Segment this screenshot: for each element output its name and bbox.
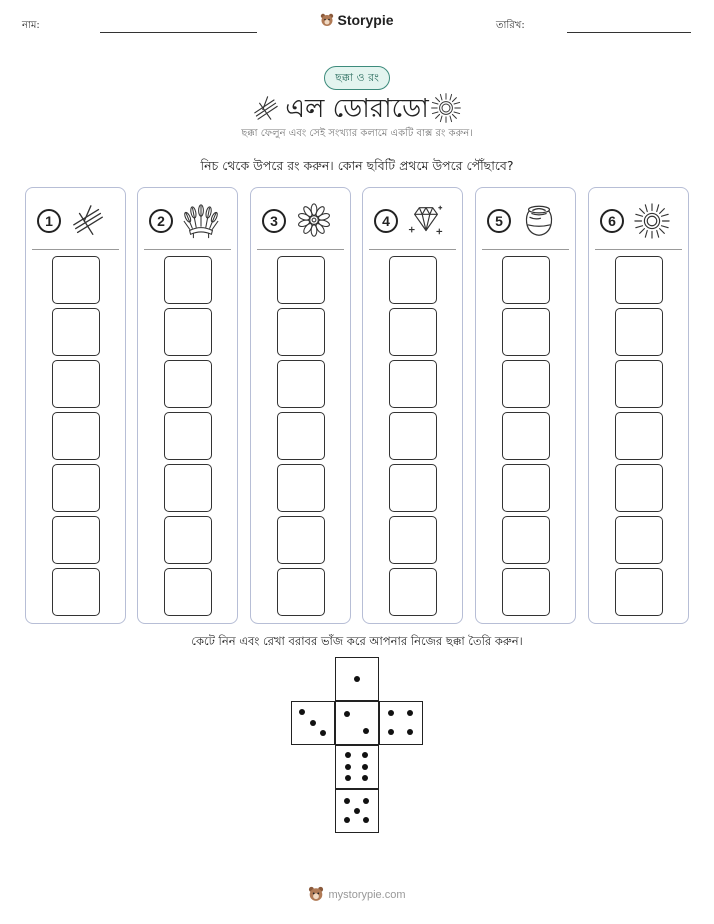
die-pip (362, 764, 368, 770)
color-box[interactable] (389, 308, 437, 356)
color-box[interactable] (615, 360, 663, 408)
color-box[interactable] (52, 464, 100, 512)
headdress-icon (181, 202, 221, 240)
color-box[interactable] (52, 568, 100, 616)
column-header (35, 202, 119, 238)
color-box[interactable] (502, 412, 550, 460)
date-line[interactable] (567, 32, 691, 33)
color-box[interactable] (52, 516, 100, 564)
sun-icon (430, 92, 462, 124)
color-box[interactable] (389, 464, 437, 512)
page-title: এল ডোরাডো (285, 94, 429, 124)
column-divider (257, 249, 344, 250)
color-box[interactable] (615, 464, 663, 512)
die-pip (354, 676, 360, 682)
color-box[interactable] (164, 308, 212, 356)
die-pip (299, 709, 305, 715)
subtitle: ছক্কা ফেলুন এবং সেই সংখ্যার কলামে একটি বাক্স রং করুন। (241, 128, 473, 139)
column-number: 2 (149, 209, 173, 233)
color-box[interactable] (277, 412, 325, 460)
name-label: নাম: (22, 20, 40, 31)
column-number: 5 (487, 209, 511, 233)
column-number: 4 (374, 209, 398, 233)
die-pip (363, 817, 369, 823)
column-header (485, 202, 569, 238)
bear-logo-icon (320, 13, 334, 27)
die-pip (344, 817, 350, 823)
raft-icon (69, 202, 109, 240)
instruction: নিচ থেকে উপরে রং করুন। কোন ছবিটি প্রথমে উপরে পৌঁছাবে? (200, 158, 514, 173)
color-box[interactable] (277, 464, 325, 512)
flower-icon (294, 202, 334, 240)
column-header (147, 202, 231, 238)
column-5 (475, 187, 576, 624)
color-box[interactable] (277, 256, 325, 304)
die-pip (345, 775, 351, 781)
die-face-3 (291, 701, 335, 745)
column-number: 6 (600, 209, 624, 233)
column-6 (588, 187, 689, 624)
die-face-5 (335, 789, 379, 833)
color-box[interactable] (615, 308, 663, 356)
color-box[interactable] (52, 412, 100, 460)
game-badge: ছক্কা ও রং (324, 66, 390, 90)
color-box[interactable] (164, 568, 212, 616)
color-box[interactable] (615, 412, 663, 460)
color-box[interactable] (164, 412, 212, 460)
color-box[interactable] (389, 516, 437, 564)
die-pip (344, 711, 350, 717)
column-2 (137, 187, 238, 624)
color-box[interactable] (164, 360, 212, 408)
color-box[interactable] (389, 360, 437, 408)
color-box[interactable] (502, 360, 550, 408)
column-header (598, 202, 682, 238)
color-box[interactable] (389, 412, 437, 460)
footer-url: mystorypie.com (328, 889, 406, 901)
column-4 (362, 187, 463, 624)
name-line[interactable] (100, 32, 257, 33)
column-divider (144, 249, 231, 250)
column-1 (25, 187, 126, 624)
color-box[interactable] (277, 308, 325, 356)
color-box[interactable] (164, 464, 212, 512)
die-pip (345, 752, 351, 758)
die-pip (310, 720, 316, 726)
die-pip (362, 752, 368, 758)
column-divider (482, 249, 569, 250)
column-number: 1 (37, 209, 61, 233)
column-divider (595, 249, 682, 250)
color-box[interactable] (277, 568, 325, 616)
die-face-6 (335, 745, 379, 789)
die-pip (388, 710, 394, 716)
column-divider (32, 249, 119, 250)
die-face-1 (335, 657, 379, 701)
color-box[interactable] (615, 256, 663, 304)
color-box[interactable] (164, 256, 212, 304)
color-box[interactable] (502, 568, 550, 616)
column-number: 3 (262, 209, 286, 233)
brand-logo (0, 12, 714, 28)
die-pip (320, 730, 326, 736)
die-pip (407, 710, 413, 716)
color-box[interactable] (502, 516, 550, 564)
color-box[interactable] (277, 360, 325, 408)
cut-instruction: কেটে নিন এবং রেখা বরাবর ভাঁজ করে আপনার নিজের ছক্কা তৈরি করুন। (191, 634, 523, 648)
diamond-icon (406, 202, 446, 240)
die-pip (363, 798, 369, 804)
color-box[interactable] (52, 360, 100, 408)
color-box[interactable] (164, 516, 212, 564)
die-pip (354, 808, 360, 814)
pot-icon (519, 202, 559, 240)
date-label: তারিখ: (496, 20, 525, 31)
bear-logo-icon (308, 886, 324, 902)
sun-icon (632, 202, 672, 240)
color-box[interactable] (277, 516, 325, 564)
column-header (372, 202, 456, 238)
footer (0, 886, 714, 902)
die-face-4 (379, 701, 423, 745)
column-3 (250, 187, 351, 624)
color-box[interactable] (615, 568, 663, 616)
color-box[interactable] (502, 464, 550, 512)
die-face-2 (335, 701, 379, 745)
color-box[interactable] (615, 516, 663, 564)
color-box[interactable] (389, 256, 437, 304)
column-divider (369, 249, 456, 250)
color-box[interactable] (502, 256, 550, 304)
color-box[interactable] (502, 308, 550, 356)
die-pip (407, 729, 413, 735)
color-box[interactable] (52, 256, 100, 304)
die-pip (388, 729, 394, 735)
die-pip (344, 798, 350, 804)
color-box[interactable] (389, 568, 437, 616)
column-header (260, 202, 344, 238)
die-pip (363, 728, 369, 734)
die-pip (345, 764, 351, 770)
color-box[interactable] (52, 308, 100, 356)
brand-name: Storypie (337, 12, 394, 28)
die-pip (362, 775, 368, 781)
